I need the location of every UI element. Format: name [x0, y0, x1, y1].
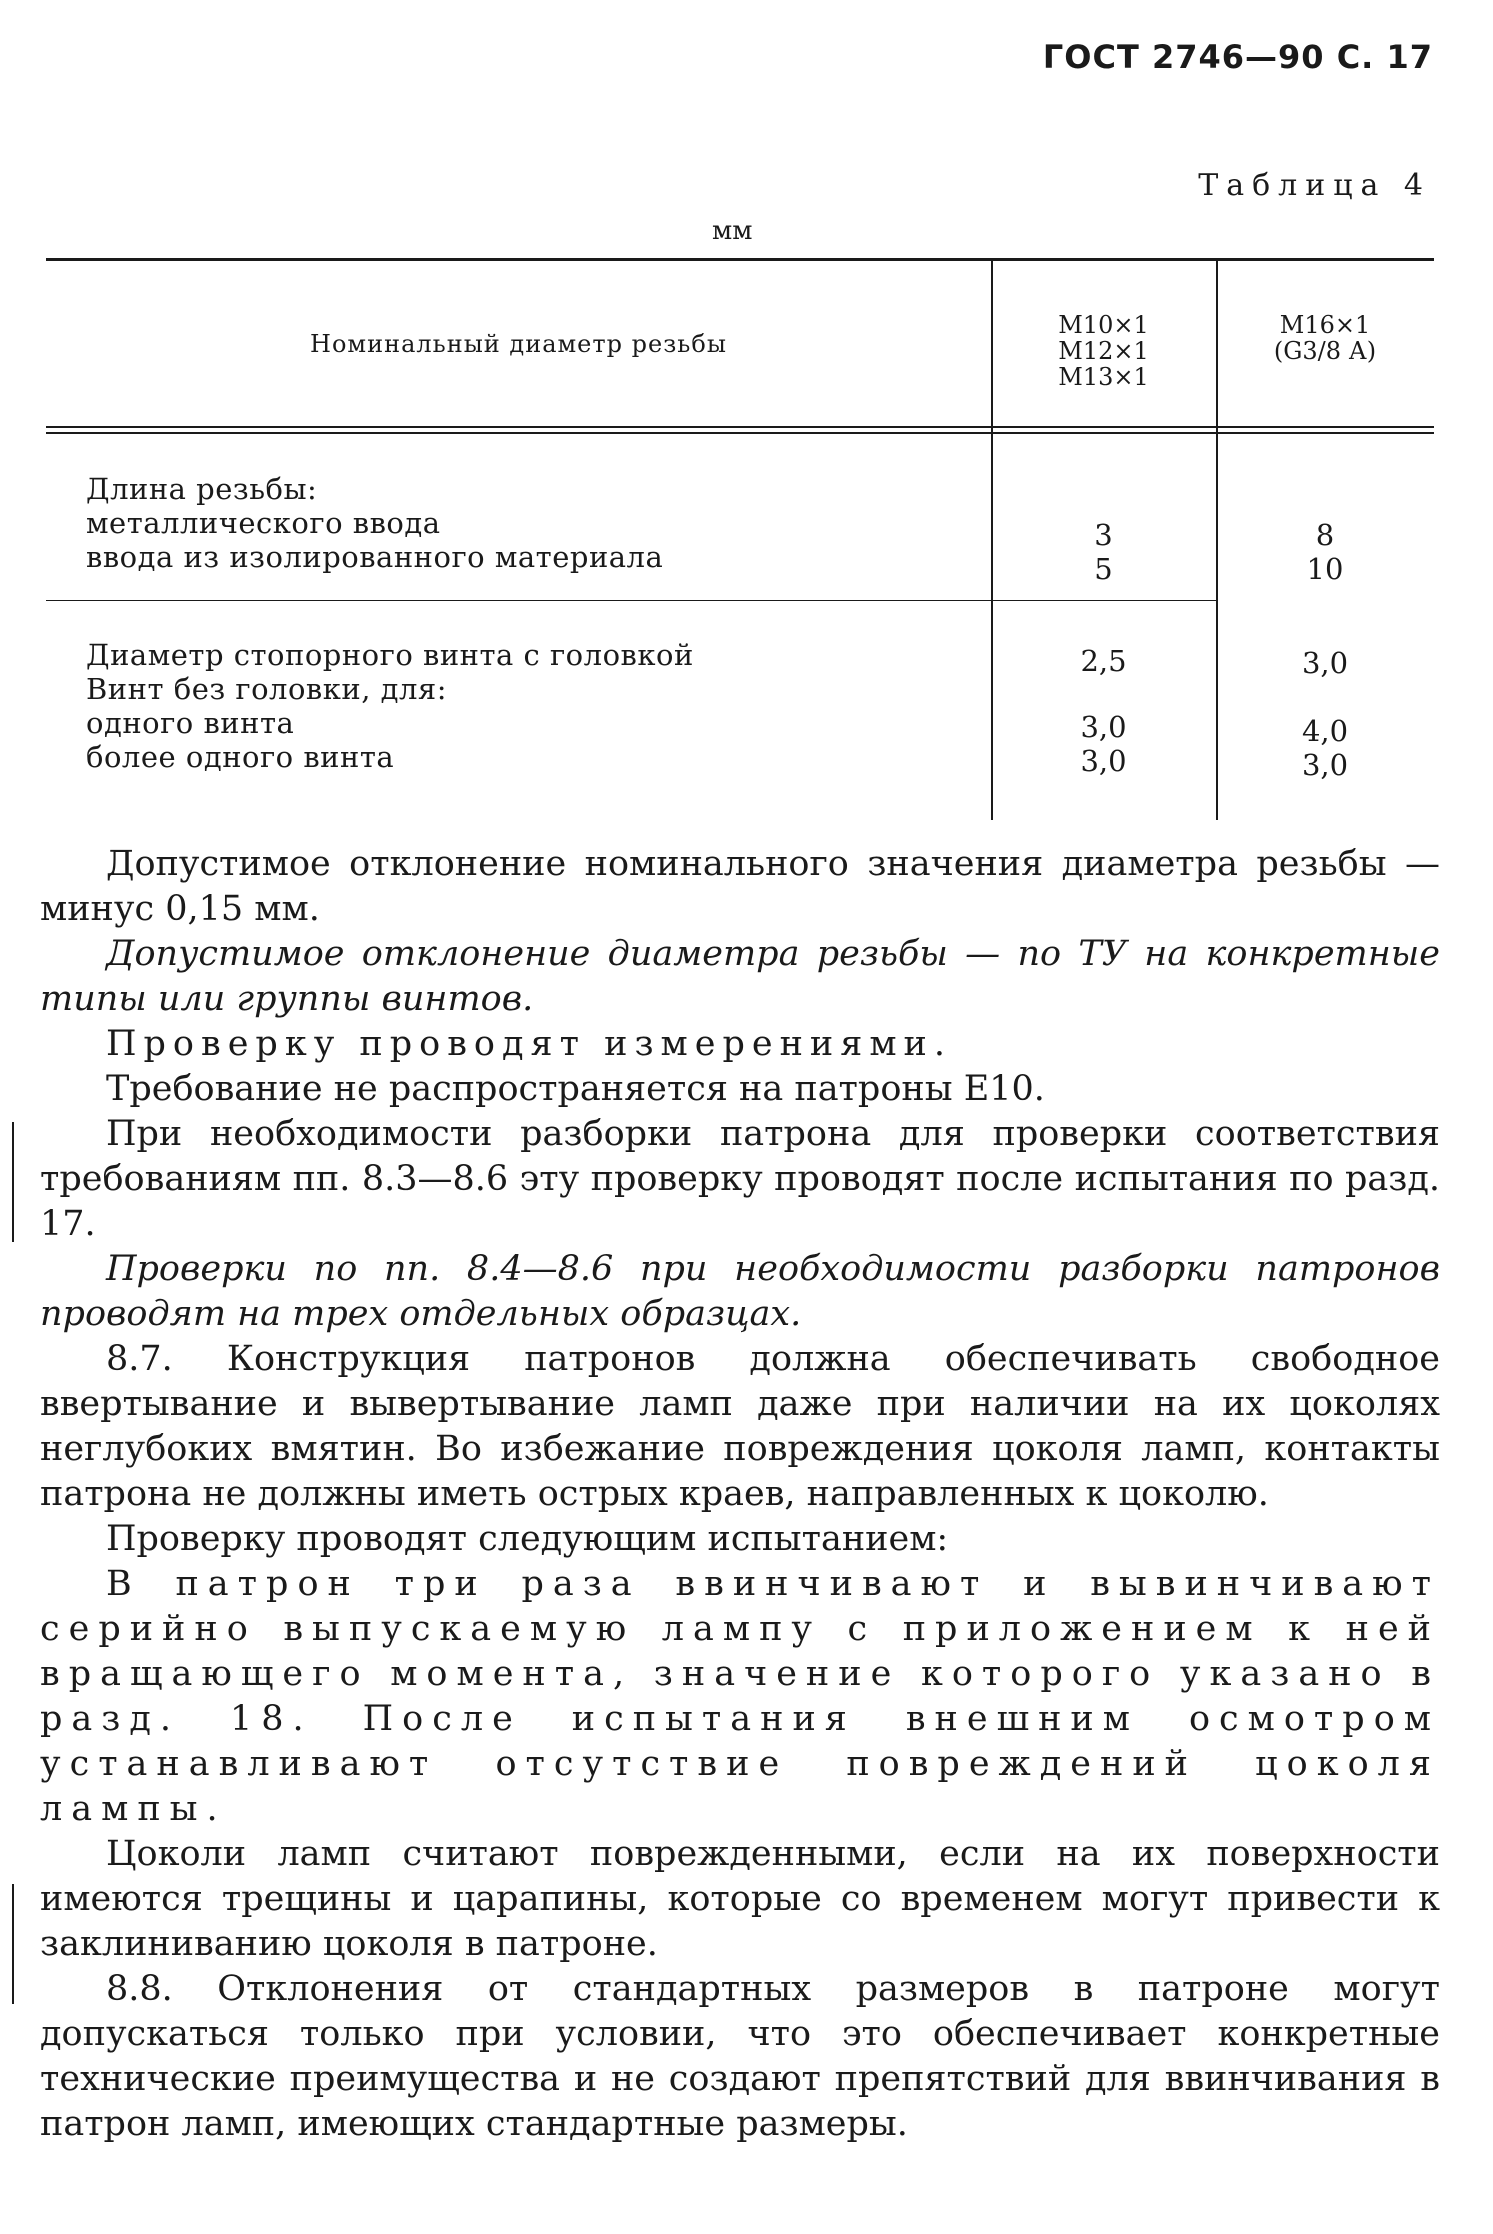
header-col1-line: М12×1: [1058, 337, 1149, 365]
row-value-col2: 10: [1306, 552, 1344, 586]
header-col1-line: М13×1: [1058, 363, 1149, 391]
row-value-col2: 3,0: [1301, 748, 1349, 782]
row-value-col1: 3,0: [1080, 710, 1127, 744]
section-divider: [46, 600, 1216, 601]
header-col2: [1216, 312, 1434, 364]
header-col1-line: М10×1: [1058, 311, 1149, 339]
page-header: ГОСТ 2746—90 С. 17: [1042, 38, 1433, 76]
header-col2-line: (G3/8 А): [1273, 337, 1377, 365]
header-divider: [46, 426, 1434, 428]
paragraph: Проверку проводят следующим испытанием:: [106, 1519, 949, 1559]
paragraph-italic: Проверки по пп. 8.4—8.6 при необходимости разборки патронов проводят на трех отдельных образцах.: [40, 1249, 1440, 1334]
row-value-col2: 4,0: [1301, 714, 1349, 748]
header-col2-line: М16×1: [1279, 311, 1371, 339]
paragraph: Цоколи ламп считают поврежденными, если на их поверхности имеются трещины и царапины, которые со временем могут привести к заклиниванию цоколя в патроне.: [40, 1834, 1440, 1964]
row-label: ввода из изолированного материала: [86, 540, 664, 574]
table-units: мм: [712, 216, 753, 246]
header-divider-2: [46, 432, 1434, 434]
header-col1: [991, 312, 1216, 390]
paragraph: Допустимое отклонение номинального значения диаметра резьбы — минус 0,15 мм.: [40, 844, 1440, 929]
header-label: Номинальный диаметр резьбы: [310, 330, 727, 358]
row-label: Диаметр стопорного винта с головкой: [86, 638, 694, 672]
paragraph-spaced: Проверку проводят измерениями.: [106, 1024, 952, 1064]
paragraph: Требование не распространяется на патроны Е10.: [106, 1069, 1045, 1109]
paragraph-italic: Допустимое отклонение диаметра резьбы — по ТУ на конкретные типы или группы винтов.: [40, 934, 1440, 1019]
row-value-col2: 8: [1315, 518, 1335, 552]
spec-table: [46, 258, 1434, 820]
row-label: более одного винта: [86, 740, 395, 774]
row-value-col2: 3,0: [1301, 646, 1349, 680]
paragraph: При необходимости разборки патрона для проверки соответствия требованиям пп. 8.3—8.6 эту проверку проводят после испытания по разд. 17.: [40, 1114, 1440, 1244]
change-bar: [12, 1122, 14, 1242]
change-bar: [12, 1884, 14, 2004]
row-label: металлического ввода: [86, 506, 441, 540]
paragraph-spaced: В патрон три раза ввинчивают и вывинчивают серийно выпускаемую лампу с приложением к ней вращающего момента, значение которого указано в разд. 18. После испытания внешним осмотром устанавливают отсутствие повреждений цоколя лампы.: [40, 1564, 1440, 1829]
table-title: Таблица 4: [1198, 168, 1431, 203]
row-label: Длина резьбы:: [86, 472, 318, 506]
paragraph: 8.7. Конструкция патронов должна обеспечивать свободное ввертывание и вывертывание ламп даже при наличии на их цоколях неглубоких вмятин. Во избежание повреждения цоколя ламп, контакты патрона не должны иметь острых краев, направленных к цоколю.: [40, 1339, 1440, 1514]
row-label: одного винта: [86, 706, 295, 740]
row-value-col1: 3: [1094, 518, 1113, 552]
table-top-rule: [46, 258, 1434, 261]
row-label: Винт без головки, для:: [86, 672, 447, 706]
body-text: [40, 842, 1440, 2147]
row-value-col1: 2,5: [1080, 644, 1127, 678]
row-value-col1: 3,0: [1080, 744, 1127, 778]
paragraph: 8.8. Отклонения от стандартных размеров в патроне могут допускаться только при условии, что это обеспечивает конкретные технические преимущества и не создают препятствий для ввинчивания в патрон ламп, имеющих стандартные размеры.: [40, 1969, 1440, 2144]
row-value-col1: 5: [1094, 552, 1113, 586]
